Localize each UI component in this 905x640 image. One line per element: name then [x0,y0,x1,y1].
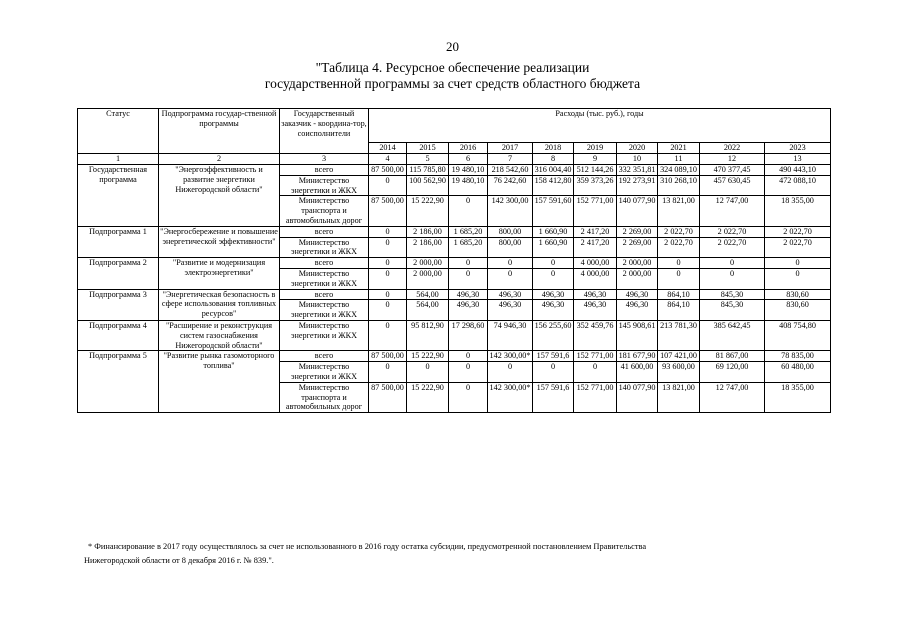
value-cell: 496,30 [617,289,658,300]
year-header: 2019 [574,143,617,154]
value-cell: 830,60 [765,300,831,321]
value-cell: 0 [369,226,407,237]
value-cell: 157 591,6 [533,351,574,362]
value-cell: 15 222,90 [407,196,449,226]
value-cell: 13 821,00 [658,196,700,226]
value-cell: 2 000,00 [617,258,658,269]
column-number: 5 [407,154,449,165]
year-header: 2018 [533,143,574,154]
value-cell: 0 [449,382,488,412]
value-cell: 332 351,81 [617,165,658,176]
year-header: 2016 [449,143,488,154]
value-cell: 74 946,30 [488,320,533,350]
table-row [78,226,831,237]
value-cell: 152 771,00 [574,382,617,412]
value-cell: 17 298,60 [449,320,488,350]
value-cell: 0 [658,258,700,269]
status-cell: Подпрограмма 2 [78,258,159,289]
value-cell: 457 630,45 [700,175,765,196]
table-title [0,60,905,92]
status-cell: Подпрограмма 5 [78,351,159,413]
column-number: 6 [449,154,488,165]
value-cell: 0 [658,268,700,289]
customer-cell: Министерство энергетики и ЖКХ [280,237,369,258]
value-cell: 145 908,61 [617,320,658,350]
value-cell: 12 747,00 [700,382,765,412]
value-cell: 2 269,00 [617,237,658,258]
value-cell: 845,30 [700,289,765,300]
status-cell: Подпрограмма 4 [78,320,159,350]
header-subprogram: Подпрограмма государ-ственной программы [159,109,280,154]
value-cell: 41 600,00 [617,362,658,383]
value-cell: 0 [700,268,765,289]
footnote-line-2: Нижегородской области от 8 декабря 2016 г. № 839.". [84,556,274,565]
value-cell: 2 000,00 [407,258,449,269]
value-cell: 2 022,70 [765,226,831,237]
value-cell: 87 500,00 [369,382,407,412]
header-expenses: Расходы (тыс. руб.), годы [369,109,831,143]
value-cell: 152 771,00 [574,351,617,362]
value-cell: 512 144,26 [574,165,617,176]
value-cell: 2 417,20 [574,237,617,258]
customer-cell: Министерство энергетики и ЖКХ [280,362,369,383]
header-customer: Государственный заказчик - координа-тор, соисполнители [280,109,369,154]
value-cell: 0 [369,320,407,350]
value-cell: 2 022,70 [700,237,765,258]
title-line-2: государственной программы за счет средств областного бюджета [264,76,641,91]
value-cell: 0 [449,351,488,362]
value-cell: 158 412,80 [533,175,574,196]
value-cell: 496,30 [449,289,488,300]
customer-cell: всего [280,351,369,362]
title-line-1: "Таблица 4. Ресурсное обеспечение реализации [315,60,590,75]
customer-cell: всего [280,289,369,300]
value-cell: 181 677,90 [617,351,658,362]
value-cell: 359 373,26 [574,175,617,196]
customer-cell: Министерство транспорта и автомобильных дорог [280,196,369,226]
value-cell: 15 222,90 [407,351,449,362]
value-cell: 93 600,00 [658,362,700,383]
value-cell: 19 480,10 [449,175,488,196]
value-cell: 19 480,10 [449,165,488,176]
column-number: 7 [488,154,533,165]
status-cell: Государственная программа [78,165,159,227]
value-cell: 490 443,10 [765,165,831,176]
value-cell: 156 255,60 [533,320,574,350]
column-number: 4 [369,154,407,165]
value-cell: 87 500,00 [369,351,407,362]
value-cell: 0 [369,268,407,289]
value-cell: 0 [369,175,407,196]
value-cell: 142 300,00 [488,196,533,226]
customer-cell: всего [280,165,369,176]
value-cell: 0 [533,258,574,269]
customer-cell: Министерство энергетики и ЖКХ [280,268,369,289]
value-cell: 310 268,10 [658,175,700,196]
value-cell: 0 [533,268,574,289]
value-cell: 157 591,60 [533,196,574,226]
value-cell: 18 355,00 [765,382,831,412]
value-cell: 142 300,00* [488,382,533,412]
value-cell: 13 821,00 [658,382,700,412]
value-cell: 2 417,20 [574,226,617,237]
value-cell: 0 [488,362,533,383]
value-cell: 115 785,80 [407,165,449,176]
value-cell: 140 077,90 [617,196,658,226]
table-row [78,289,831,300]
resource-table [77,108,831,413]
year-header: 2023 [765,143,831,154]
value-cell: 0 [765,268,831,289]
value-cell: 864,10 [658,300,700,321]
value-cell: 496,30 [533,300,574,321]
value-cell: 218 542,60 [488,165,533,176]
value-cell: 0 [407,362,449,383]
value-cell: 107 421,00 [658,351,700,362]
value-cell: 192 273,91 [617,175,658,196]
value-cell: 81 867,00 [700,351,765,362]
column-number: 13 [765,154,831,165]
value-cell: 496,30 [574,289,617,300]
value-cell: 352 459,76 [574,320,617,350]
value-cell: 0 [533,362,574,383]
value-cell: 408 754,80 [765,320,831,350]
customer-cell: Министерство энергетики и ЖКХ [280,175,369,196]
year-header: 2021 [658,143,700,154]
value-cell: 2 186,00 [407,237,449,258]
table-row [78,165,831,176]
value-cell: 830,60 [765,289,831,300]
value-cell: 0 [369,258,407,269]
value-cell: 472 088,10 [765,175,831,196]
value-cell: 0 [574,362,617,383]
subprogram-cell: "Развитие и модернизация электроэнергетики" [159,258,280,289]
value-cell: 496,30 [533,289,574,300]
value-cell: 152 771,00 [574,196,617,226]
column-number: 8 [533,154,574,165]
value-cell: 140 077,90 [617,382,658,412]
value-cell: 1 660,90 [533,226,574,237]
year-header: 2017 [488,143,533,154]
year-header: 2020 [617,143,658,154]
value-cell: 0 [449,196,488,226]
value-cell: 2 022,70 [658,226,700,237]
header-status: Статус [78,109,159,154]
value-cell: 95 812,90 [407,320,449,350]
value-cell: 324 089,10 [658,165,700,176]
customer-cell: всего [280,258,369,269]
value-cell: 0 [488,258,533,269]
status-cell: Подпрограмма 1 [78,226,159,257]
subprogram-cell: "Энергоэффективность и развитие энергетики Нижегородской области" [159,165,280,227]
value-cell: 2 022,70 [658,237,700,258]
value-cell: 18 355,00 [765,196,831,226]
status-cell: Подпрограмма 3 [78,289,159,320]
value-cell: 496,30 [488,300,533,321]
subprogram-cell: "Развитие рынка газомоторного топлива" [159,351,280,413]
page-number: 20 [446,39,459,54]
value-cell: 1 685,20 [449,237,488,258]
subprogram-cell: "Энергетическая безопасность в сфере использования топливных ресурсов" [159,289,280,320]
value-cell: 564,00 [407,289,449,300]
value-cell: 564,00 [407,300,449,321]
value-cell: 2 000,00 [407,268,449,289]
value-cell: 0 [369,237,407,258]
value-cell: 0 [369,300,407,321]
column-number: 9 [574,154,617,165]
value-cell: 60 480,00 [765,362,831,383]
table-row [78,351,831,362]
table-row [78,258,831,269]
value-cell: 0 [449,258,488,269]
value-cell: 496,30 [449,300,488,321]
value-cell: 2 022,70 [700,226,765,237]
customer-cell: Министерство энергетики и ЖКХ [280,320,369,350]
value-cell: 15 222,90 [407,382,449,412]
column-number: 2 [159,154,280,165]
value-cell: 0 [369,362,407,383]
value-cell: 0 [449,268,488,289]
value-cell: 1 685,20 [449,226,488,237]
year-header: 2014 [369,143,407,154]
value-cell: 2 000,00 [617,268,658,289]
value-cell: 800,00 [488,226,533,237]
value-cell: 100 562,90 [407,175,449,196]
table-row [78,320,831,350]
value-cell: 0 [369,289,407,300]
value-cell: 845,30 [700,300,765,321]
column-number: 12 [700,154,765,165]
value-cell: 142 300,00* [488,351,533,362]
value-cell: 496,30 [617,300,658,321]
value-cell: 0 [765,258,831,269]
subprogram-cell: "Энергосбережение и повышение энергетической эффективности" [159,226,280,257]
value-cell: 0 [488,268,533,289]
value-cell: 2 186,00 [407,226,449,237]
value-cell: 385 642,45 [700,320,765,350]
subprogram-cell: "Расширение и реконструкция систем газоснабжения Нижегородской области" [159,320,280,350]
value-cell: 864,10 [658,289,700,300]
value-cell: 470 377,45 [700,165,765,176]
customer-cell: Министерство транспорта и автомобильных дорог [280,382,369,412]
column-number: 11 [658,154,700,165]
value-cell: 87 500,00 [369,165,407,176]
value-cell: 496,30 [574,300,617,321]
value-cell: 0 [700,258,765,269]
footnote-line-1: * Финансирование в 2017 году осуществлялось за счет не использованного в 2016 году остатка субсидии, предусмотренной постановлением Правительства [88,542,647,551]
value-cell: 76 242,60 [488,175,533,196]
year-header: 2015 [407,143,449,154]
value-cell: 800,00 [488,237,533,258]
value-cell: 1 660,90 [533,237,574,258]
value-cell: 0 [449,362,488,383]
value-cell: 87 500,00 [369,196,407,226]
value-cell: 496,30 [488,289,533,300]
value-cell: 4 000,00 [574,258,617,269]
value-cell: 316 004,40 [533,165,574,176]
value-cell: 4 000,00 [574,268,617,289]
column-number: 10 [617,154,658,165]
value-cell: 213 781,30 [658,320,700,350]
customer-cell: всего [280,226,369,237]
value-cell: 157 591,6 [533,382,574,412]
value-cell: 12 747,00 [700,196,765,226]
year-header: 2022 [700,143,765,154]
value-cell: 78 835,00 [765,351,831,362]
customer-cell: Министерство энергетики и ЖКХ [280,300,369,321]
value-cell: 69 120,00 [700,362,765,383]
value-cell: 2 269,00 [617,226,658,237]
value-cell: 2 022,70 [765,237,831,258]
column-number: 1 [78,154,159,165]
column-number: 3 [280,154,369,165]
